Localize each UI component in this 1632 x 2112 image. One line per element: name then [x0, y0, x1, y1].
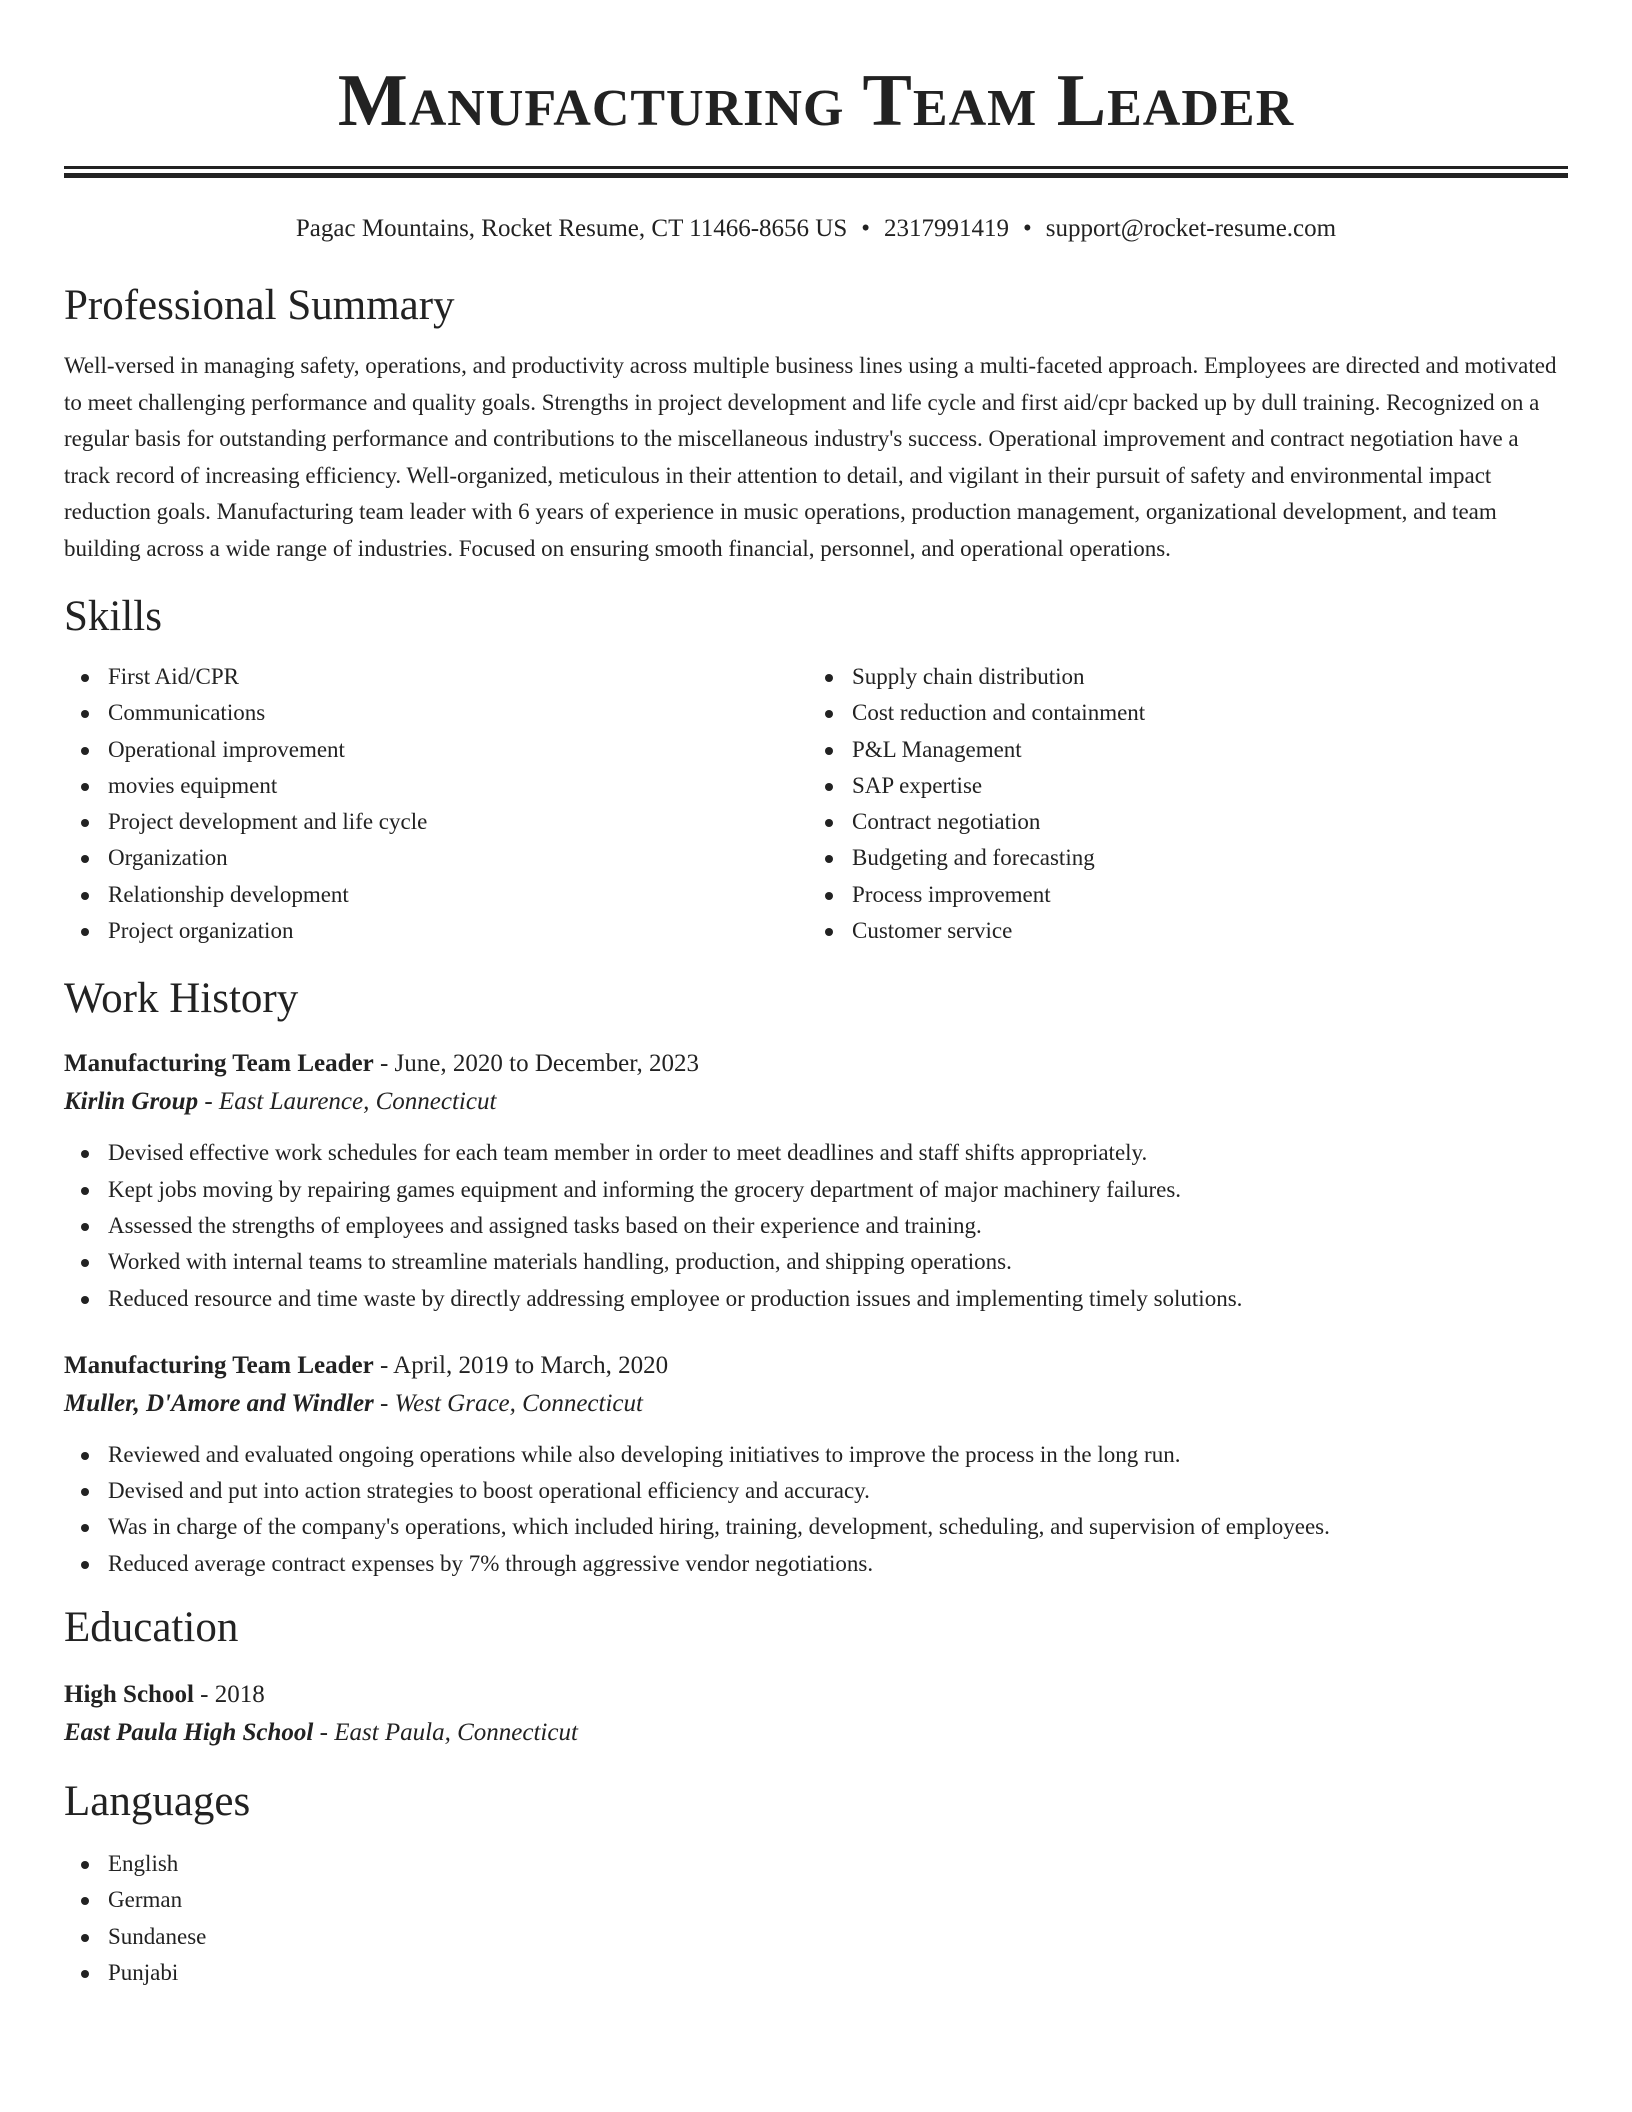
job-location: East Laurence, Connecticut	[218, 1088, 497, 1116]
job-dash: -	[373, 1050, 395, 1078]
job-entry	[64, 1045, 1568, 1316]
skill-item: Process improvement	[808, 877, 1552, 913]
resume-title: Manufacturing Team Leader	[337, 60, 1295, 142]
language-item: English	[64, 1846, 1568, 1882]
job-bullet: Kept jobs moving by repairing games equipment and informing the grocery department of major machinery failures.	[64, 1172, 1568, 1208]
education-dash: -	[313, 1719, 335, 1747]
job-dates: June, 2020 to December, 2023	[394, 1050, 700, 1078]
job-bullet: Assessed the strengths of employees and assigned tasks based on their experience and training.	[64, 1208, 1568, 1244]
job-bullet: Devised and put into action strategies to boost operational efficiency and accuracy.	[64, 1473, 1568, 1509]
job-bullet: Reduced resource and time waste by directly addressing employee or production issues and implementing timely solutions.	[64, 1281, 1568, 1317]
contact-line	[64, 212, 1568, 246]
skills-grid	[64, 659, 1568, 949]
education-location: East Paula, Connecticut	[334, 1719, 578, 1747]
skill-item: Communications	[64, 695, 808, 731]
contact-separator: •	[1023, 215, 1032, 242]
language-item: German	[64, 1882, 1568, 1918]
skill-item: SAP expertise	[808, 768, 1552, 804]
contact-phone: 2317991419	[884, 215, 1010, 242]
contact-email: support@rocket-resume.com	[1045, 215, 1337, 242]
job-dates: April, 2019 to March, 2020	[393, 1351, 669, 1379]
job-bullet: Reduced average contract expenses by 7% through aggressive vendor negotiations.	[64, 1546, 1568, 1582]
job-bullets	[64, 1437, 1568, 1582]
title-divider	[64, 166, 1568, 178]
skill-item: First Aid/CPR	[64, 659, 808, 695]
summary-text: Well-versed in managing safety, operations, and productivity across multiple business lines using a multi-faceted approach. Employees are directed and motivated to meet challenging performance and quality goals. Strengths in project development and life cycle and first aid/cpr backed up by dull training. Recognized on a regular basis for outstanding performance and contributions to the miscellaneous industry's success. Operational improvement and contract negotiation have a track record of increasing efficiency. Well-organized, meticulous in their attention to detail, and vigilant in their pursuit of safety and environmental impact reduction goals. Manufacturing team leader with 6 years of experience in music operations, production management, organizational development, and team building across a wide range of industries. Focused on ensuring smooth financial, personnel, and operational operations.	[64, 353, 1557, 561]
job-dash: -	[373, 1389, 395, 1417]
education-entry	[64, 1676, 1568, 1752]
job-bullet: Devised effective work schedules for each team member in order to meet deadlines and staff shifts appropriately.	[64, 1135, 1568, 1171]
job-bullet: Was in charge of the company's operations, which included hiring, training, development, scheduling, and supervision of employees.	[64, 1509, 1568, 1545]
education-school-line	[64, 1714, 1568, 1752]
skill-item: Project development and life cycle	[64, 804, 808, 840]
education-school: East Paula High School	[64, 1719, 314, 1747]
languages-list	[64, 1846, 1568, 1991]
skill-item: Supply chain distribution	[808, 659, 1552, 695]
section-heading-languages: Languages	[64, 1778, 251, 1826]
section-heading-summary: Professional Summary	[64, 282, 455, 329]
language-item: Sundanese	[64, 1919, 1568, 1955]
skill-item: Budgeting and forecasting	[808, 840, 1552, 876]
skill-item: P&L Management	[808, 732, 1552, 768]
job-title: Manufacturing Team Leader	[64, 1351, 374, 1379]
skill-item: Relationship development	[64, 877, 808, 913]
section-heading-skills: Skills	[64, 593, 162, 640]
section-heading-work-history: Work History	[64, 975, 299, 1023]
job-bullet: Reviewed and evaluated ongoing operations while also developing initiatives to improve the process in the long run.	[64, 1437, 1568, 1473]
job-title-line	[64, 1347, 1568, 1385]
contact-address: Pagac Mountains, Rocket Resume, CT 11466-8656 US	[295, 215, 848, 242]
education-dash: -	[193, 1681, 215, 1709]
job-bullet: Worked with internal teams to streamline materials handling, production, and shipping operations.	[64, 1244, 1568, 1280]
job-entry	[64, 1347, 1568, 1582]
job-bullets	[64, 1135, 1568, 1316]
job-company-line	[64, 1083, 1568, 1121]
skill-item: Organization	[64, 840, 808, 876]
contact-separator: •	[861, 215, 871, 242]
language-item: Punjabi	[64, 1955, 1568, 1991]
job-location: West Grace, Connecticut	[394, 1389, 643, 1417]
job-company: Kirlin Group	[64, 1088, 199, 1116]
skill-item: Operational improvement	[64, 732, 808, 768]
skill-item: movies equipment	[64, 768, 808, 804]
skill-item: Cost reduction and containment	[808, 695, 1552, 731]
job-company-line	[64, 1385, 1568, 1423]
skills-column-left	[64, 659, 808, 949]
job-dash: -	[198, 1088, 219, 1116]
section-heading-education: Education	[64, 1604, 239, 1652]
job-company: Muller, D'Amore and Windler	[64, 1389, 374, 1417]
skill-item: Customer service	[808, 913, 1552, 949]
education-degree-line	[64, 1676, 1568, 1714]
skill-item: Project organization	[64, 913, 808, 949]
education-year: 2018	[214, 1681, 265, 1709]
job-title-line	[64, 1045, 1568, 1083]
job-dash: -	[373, 1351, 394, 1379]
job-title: Manufacturing Team Leader	[64, 1050, 374, 1078]
skills-column-right	[808, 659, 1552, 949]
education-degree: High School	[64, 1681, 194, 1709]
skill-item: Contract negotiation	[808, 804, 1552, 840]
